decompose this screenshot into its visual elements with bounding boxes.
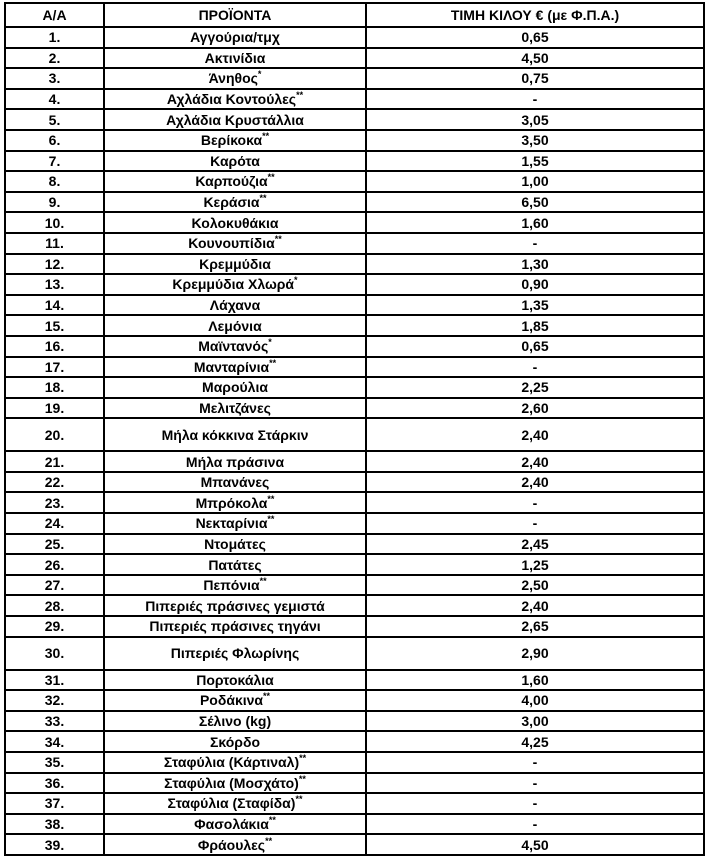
price-cell [366,711,704,732]
table-row [5,274,704,295]
table-row [5,670,704,691]
product-name-cell [104,451,366,472]
row-number: 9. [48,194,61,211]
product-name-cell [104,274,366,295]
product-name: Σταφύλια (Μοσχάτο) [164,774,299,791]
row-number-cell [5,398,104,419]
footnote-asterisk-mark: ** [274,234,282,245]
table-row [5,554,704,575]
footnote-asterisk-mark: ** [296,90,304,101]
row-number-cell [5,773,104,794]
table-row [5,451,704,472]
product-name: Ακτινίδια [204,49,266,66]
price-cell [366,377,704,398]
product-name-cell [104,398,366,419]
product-name: Μανταρίνια [193,358,270,375]
row-number-cell [5,274,104,295]
table-row [5,711,704,732]
row-number: 15. [44,317,65,334]
product-name: Αγγούρια/τμχ [190,29,280,46]
price-cell [366,151,704,172]
table-row [5,336,704,357]
product-name: Κολοκυθάκια [191,214,279,231]
row-number: 23. [44,494,65,511]
product-name-cell [104,814,366,835]
row-number: 39. [44,836,65,853]
price-cell [366,68,704,89]
product-name: Σταφύλια (Κάρτιναλ) [163,754,300,771]
price-value: 4,00 [521,692,549,709]
product-name-cell [104,336,366,357]
price-cell [366,192,704,213]
product-name-cell [104,575,366,596]
price-value: 3,00 [521,713,549,730]
price-value: 2,65 [521,618,549,635]
product-name: Μήλα πράσινα [185,453,285,470]
row-number-cell [5,171,104,192]
product-name-cell [104,212,366,233]
table-row [5,534,704,555]
row-number: 38. [44,815,65,832]
product-name-cell [104,793,366,814]
table-row [5,68,704,89]
table-row [5,192,704,213]
column-header-price: ΤΙΜΗ ΚΙΛΟΥ € (με Φ.Π.Α.) [366,3,704,27]
price-value: 2,60 [521,399,549,416]
row-number-cell [5,418,104,451]
product-name: Μαρούλια [202,379,268,396]
product-name: Μήλα κόκκινα Στάρκιν [161,426,309,443]
product-name: Αχλάδια Κοντούλες [166,91,297,108]
price-value: - [532,795,538,812]
product-name-cell [104,233,366,254]
row-number: 32. [44,692,65,709]
table-row [5,377,704,398]
footnote-asterisk-mark: ** [268,814,276,825]
price-value: - [532,815,538,832]
product-name-cell [104,711,366,732]
row-number: 35. [44,754,65,771]
table-row [5,731,704,752]
price-cell [366,130,704,151]
table-row [5,48,704,69]
footnote-asterisk-mark: ** [267,493,275,504]
price-cell [366,48,704,69]
price-value: - [532,358,538,375]
table-row [5,814,704,835]
footnote-asterisk-mark: ** [262,131,270,142]
price-cell [366,357,704,378]
price-cell [366,690,704,711]
row-number: 5. [48,111,61,128]
table-row [5,472,704,493]
row-number-cell [5,711,104,732]
product-name-cell [104,637,366,670]
footnote-asterisk-mark: ** [267,514,275,525]
price-value: - [532,91,538,108]
price-cell [366,233,704,254]
product-name-cell [104,151,366,172]
product-name-cell [104,27,366,48]
price-value: 2,25 [521,379,549,396]
product-name-cell [104,690,366,711]
price-cell [366,254,704,275]
table-row [5,752,704,773]
product-name-cell [104,295,366,316]
price-cell [366,773,704,794]
product-name: Μπρόκολα [195,494,268,511]
product-name-cell [104,534,366,555]
product-name: Μπανάνες [200,474,270,491]
price-cell [366,752,704,773]
row-number: 19. [44,399,65,416]
price-cell [366,274,704,295]
table-row [5,773,704,794]
footnote-asterisk-mark: ** [265,835,273,846]
row-number-cell [5,513,104,534]
product-name: Φασολάκια [194,815,269,832]
row-number: 10. [44,214,65,231]
table-row [5,295,704,316]
table-row [5,89,704,110]
product-name: Βερίκοκα [200,132,263,149]
price-value: - [532,754,538,771]
product-name-cell [104,492,366,513]
price-cell [366,834,704,855]
product-name: Πιπεριές πράσινες γεμιστά [145,597,325,614]
product-name-cell [104,109,366,130]
row-number-cell [5,212,104,233]
row-number: 12. [44,255,65,272]
price-value: 6,50 [521,194,549,211]
price-cell [366,212,704,233]
price-value: 2,40 [521,426,549,443]
table-row [5,212,704,233]
row-number: 37. [44,795,65,812]
price-cell [366,171,704,192]
product-name: Φράουλες [197,836,266,853]
price-value: 0,65 [521,29,549,46]
row-number-cell [5,295,104,316]
price-cell [366,637,704,670]
price-value: 1,35 [521,297,549,314]
price-cell [366,472,704,493]
table-row [5,315,704,336]
price-cell [366,575,704,596]
table-row [5,513,704,534]
row-number: 36. [44,774,65,791]
price-cell [366,670,704,691]
row-number: 18. [44,379,65,396]
price-cell [366,27,704,48]
table-row [5,151,704,172]
price-value: 2,50 [521,577,549,594]
table-row [5,398,704,419]
table-row [5,834,704,855]
price-cell [366,595,704,616]
footnote-asterisk-mark: ** [298,773,306,784]
price-value: - [532,515,538,532]
price-cell [366,534,704,555]
table-row [5,793,704,814]
row-number: 13. [44,276,65,293]
price-cell [366,616,704,637]
product-name: Πιπεριές πράσινες τηγάνι [149,618,321,635]
row-number: 20. [44,426,65,443]
row-number-cell [5,616,104,637]
price-value: 1,60 [521,214,549,231]
product-name: Ντομάτες [204,535,266,552]
price-value: 2,40 [521,597,549,614]
table-row [5,418,704,451]
table-row [5,130,704,151]
price-value: - [532,494,538,511]
price-value: 2,45 [521,535,549,552]
row-number-cell [5,151,104,172]
row-number: 4. [48,91,61,108]
price-value: 1,00 [521,173,549,190]
row-number: 2. [48,49,61,66]
row-number-cell [5,451,104,472]
row-number-cell [5,48,104,69]
row-number-cell [5,814,104,835]
product-name: Πεπόνια [203,577,260,594]
price-cell [366,554,704,575]
product-name-cell [104,89,366,110]
row-number: 21. [44,453,65,470]
footnote-asterisk-mark: ** [259,193,267,204]
product-name-cell [104,731,366,752]
table-row [5,616,704,637]
row-number-cell [5,68,104,89]
product-name: Σέλινο (kg) [198,713,272,730]
row-number: 30. [44,645,65,662]
row-number: 34. [44,733,65,750]
price-value: 3,50 [521,132,549,149]
price-value: 1,85 [521,317,549,334]
product-name: Κεράσια [203,194,260,211]
price-cell [366,451,704,472]
row-number-cell [5,834,104,855]
row-number-cell [5,192,104,213]
price-value: 1,30 [521,255,549,272]
product-name: Σταφύλια (Σταφίδα) [167,795,296,812]
table-row [5,690,704,711]
row-number-cell [5,377,104,398]
price-cell [366,814,704,835]
price-cell [366,336,704,357]
product-name: Νεκταρίνια [195,515,268,532]
price-cell [366,89,704,110]
price-value: 1,55 [521,152,549,169]
footnote-asterisk-mark: ** [269,357,277,368]
product-name-cell [104,48,366,69]
product-name: Κρεμμύδια Χλωρά [172,276,295,293]
row-number: 28. [44,597,65,614]
product-name-cell [104,130,366,151]
product-name: Καρότα [210,152,260,169]
price-cell [366,793,704,814]
footnote-asterisk-mark: * [257,69,262,80]
price-cell [366,418,704,451]
row-number: 31. [44,671,65,688]
column-header-number: Α/Α [5,3,104,27]
table-row [5,254,704,275]
footnote-asterisk-mark: ** [263,691,271,702]
product-name: Μαϊντανός [198,338,269,355]
row-number-cell [5,575,104,596]
product-name-cell [104,670,366,691]
row-number-cell [5,315,104,336]
row-number-cell [5,233,104,254]
price-cell [366,295,704,316]
row-number-cell [5,554,104,575]
product-name-cell [104,192,366,213]
product-name-cell [104,171,366,192]
product-name-cell [104,616,366,637]
product-name: Σκόρδο [210,733,260,750]
product-name: Ροδάκινα [199,692,264,709]
product-name: Κουνουπίδια [188,235,275,252]
product-name-cell [104,554,366,575]
footnote-asterisk-mark: ** [295,794,303,805]
table-row [5,492,704,513]
row-number: 17. [44,358,65,375]
row-number: 7. [48,152,61,169]
table-header [5,3,704,27]
price-value: 2,90 [521,645,549,662]
product-name-cell [104,377,366,398]
product-name-cell [104,834,366,855]
product-name-cell [104,513,366,534]
price-value: 1,25 [521,556,549,573]
product-name-cell [104,68,366,89]
product-name: Καρπούζια [195,173,268,190]
row-number-cell [5,731,104,752]
product-name-cell [104,357,366,378]
price-value: 2,40 [521,453,549,470]
price-value: 4,50 [521,49,549,66]
row-number-cell [5,595,104,616]
row-number-cell [5,534,104,555]
price-cell [366,109,704,130]
product-name-cell [104,595,366,616]
product-name-cell [104,315,366,336]
price-cell [366,513,704,534]
table-row [5,233,704,254]
product-name: Πορτοκάλια [196,671,274,688]
price-cell [366,315,704,336]
row-number: 8. [48,173,61,190]
price-value: - [532,235,538,252]
product-name: Άνηθος [208,70,258,87]
price-value: 1,60 [521,671,549,688]
price-cell [366,492,704,513]
footnote-asterisk-mark: ** [267,172,275,183]
table-body [5,27,704,855]
row-number-cell [5,752,104,773]
table-header-row [5,3,704,27]
row-number: 26. [44,556,65,573]
footnote-asterisk-mark: * [294,275,298,286]
table-row [5,171,704,192]
row-number-cell [5,130,104,151]
row-number-cell [5,637,104,670]
row-number-cell [5,472,104,493]
row-number: 27. [44,577,65,594]
price-value: - [532,774,538,791]
row-number: 16. [44,338,65,355]
footnote-asterisk-mark: ** [299,753,307,764]
product-name: Πατάτες [208,556,262,573]
row-number-cell [5,109,104,130]
footnote-asterisk-mark: * [268,337,272,348]
row-number: 11. [45,235,64,252]
row-number-cell [5,254,104,275]
row-number: 25. [44,535,65,552]
table-row [5,575,704,596]
price-value: 3,05 [521,111,549,128]
product-name-cell [104,752,366,773]
price-table [4,2,705,856]
product-name: Πιπεριές Φλωρίνης [170,645,300,662]
product-name: Λάχανα [209,297,261,314]
price-value: 4,50 [521,836,549,853]
table-row [5,637,704,670]
product-name: Λεμόνια [208,317,262,334]
price-value: 2,40 [521,474,549,491]
row-number-cell [5,793,104,814]
price-value: 0,65 [521,338,549,355]
row-number-cell [5,336,104,357]
row-number: 3. [48,70,61,87]
row-number-cell [5,492,104,513]
product-name: Κρεμμύδια [199,255,271,272]
row-number: 1. [48,29,61,46]
row-number-cell [5,357,104,378]
product-name-cell [104,254,366,275]
product-name: Μελιτζάνες [199,399,271,416]
table-row [5,27,704,48]
row-number: 24. [44,515,65,532]
table-row [5,595,704,616]
row-number-cell [5,670,104,691]
row-number-cell [5,89,104,110]
product-name-cell [104,773,366,794]
row-number: 14. [44,297,65,314]
row-number: 33. [44,713,65,730]
price-cell [366,731,704,752]
table-row [5,357,704,378]
row-number-cell [5,27,104,48]
row-number: 22. [44,474,65,491]
price-cell [366,398,704,419]
product-name-cell [104,418,366,451]
footnote-asterisk-mark: ** [259,576,267,587]
column-header-product: ΠΡΟΪΟΝΤΑ [104,3,366,27]
price-value: 4,25 [521,733,549,750]
price-value: 0,90 [521,276,549,293]
table-row [5,109,704,130]
row-number: 29. [44,618,65,635]
row-number-cell [5,690,104,711]
price-value: 0,75 [521,70,549,87]
product-name-cell [104,472,366,493]
row-number: 6. [48,132,61,149]
product-name: Αχλάδια Κρυστάλλια [166,111,304,128]
